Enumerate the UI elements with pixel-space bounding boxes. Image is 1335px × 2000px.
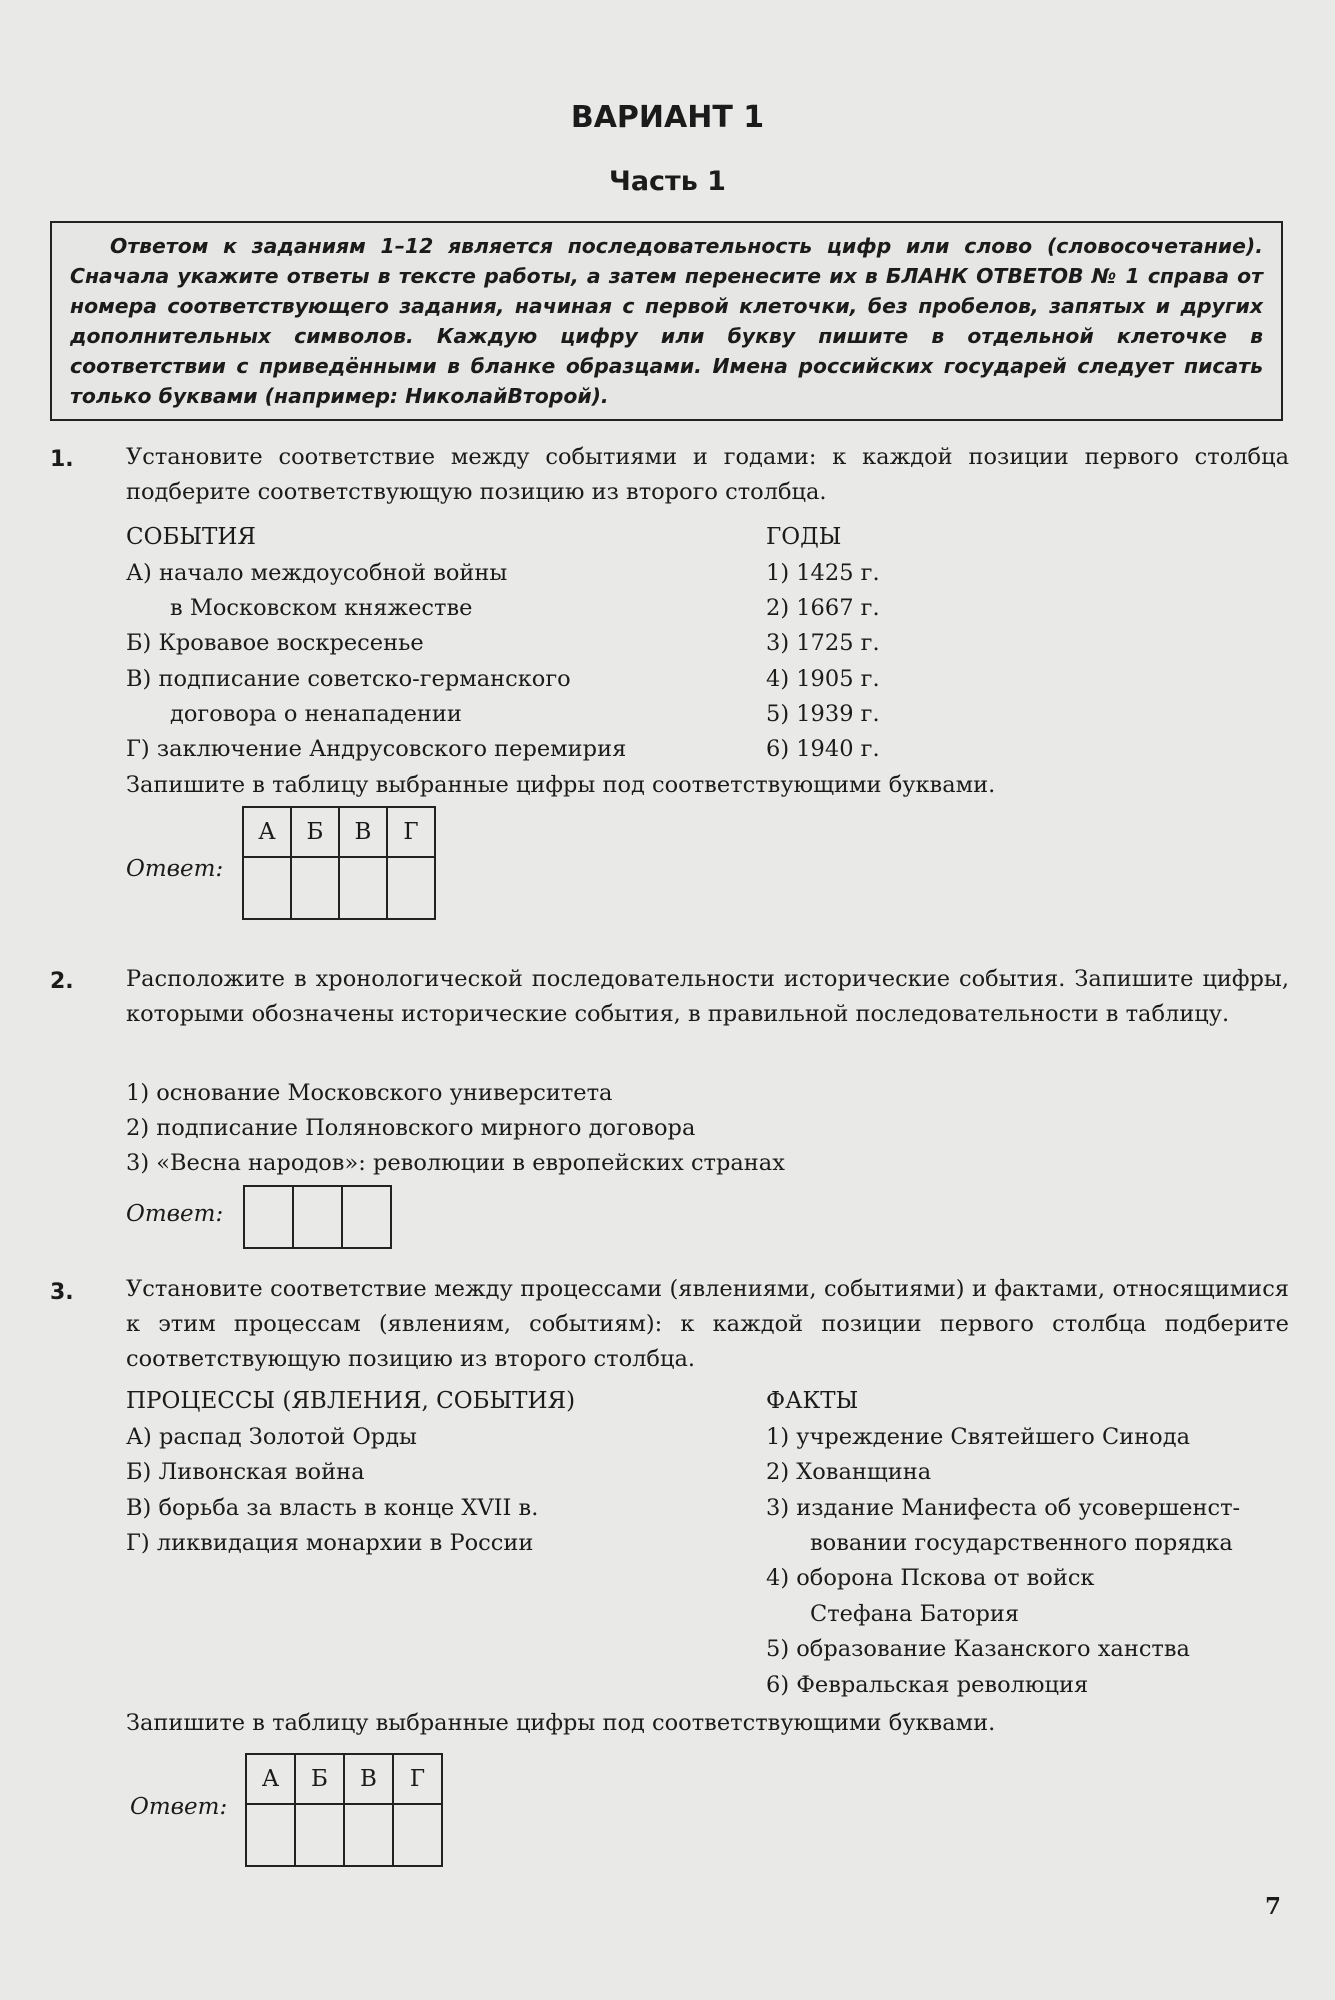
- q3-process-b: Б) Ливонская война: [126, 1459, 365, 1485]
- page-number: 7: [1265, 1893, 1282, 1920]
- question-3-number: 3.: [50, 1280, 74, 1305]
- q1-event-a-line2: в Московском княжестве: [170, 595, 473, 621]
- q3-fact-4-line2: Стефана Батория: [810, 1601, 1020, 1627]
- q1-instruction-footer: Запишите в таблицу выбранные цифры под соответствующими буквами.: [126, 772, 996, 798]
- variant-title: ВАРИАНТ 1: [570, 100, 765, 135]
- question-1-number: 1.: [50, 447, 74, 472]
- q1-answer-cell-v[interactable]: [339, 857, 387, 919]
- q1-answer-label: Ответ:: [126, 856, 224, 882]
- q2-item-1: 1) основание Московского университета: [126, 1080, 613, 1106]
- q1-answer-cell-b[interactable]: [291, 857, 339, 919]
- q1-header-g: Г: [387, 807, 435, 857]
- q3-answer-cell-a[interactable]: [246, 1804, 295, 1866]
- q3-processes-header: ПРОЦЕССЫ (ЯВЛЕНИЯ, СОБЫТИЯ): [126, 1388, 576, 1414]
- q1-event-g: Г) заключение Андрусовского перемирия: [126, 736, 627, 762]
- q1-year-5: 5) 1939 г.: [766, 701, 880, 727]
- q3-process-a: А) распад Золотой Орды: [126, 1424, 417, 1450]
- q2-answer-cell-1[interactable]: [244, 1186, 293, 1248]
- q3-instruction-footer: Запишите в таблицу выбранные цифры под соответствующими буквами.: [126, 1710, 996, 1736]
- q1-event-a-line1: А) начало междоусобной войны: [126, 560, 508, 586]
- q3-answer-label: Ответ:: [130, 1794, 228, 1820]
- q1-events-header: СОБЫТИЯ: [126, 524, 256, 550]
- q3-header-v: В: [344, 1754, 393, 1804]
- q3-fact-3-line1: 3) издание Манифеста об усовершенст-: [766, 1495, 1241, 1521]
- q1-year-6: 6) 1940 г.: [766, 736, 880, 762]
- q3-fact-4-line1: 4) оборона Пскова от войск: [766, 1565, 1095, 1591]
- q3-fact-1: 1) учреждение Святейшего Синода: [766, 1424, 1190, 1450]
- q1-years-header: ГОДЫ: [766, 524, 842, 550]
- q3-fact-6: 6) Февральская революция: [766, 1672, 1089, 1698]
- q2-item-2: 2) подписание Поляновского мирного договора: [126, 1115, 696, 1141]
- q2-answer-cell-3[interactable]: [342, 1186, 391, 1248]
- q1-header-b: Б: [291, 807, 339, 857]
- q1-event-v-line2: договора о ненападении: [170, 701, 462, 727]
- q1-answer-cell-g[interactable]: [387, 857, 435, 919]
- q3-fact-2: 2) Хованщина: [766, 1459, 932, 1485]
- q1-answer-cell-a[interactable]: [243, 857, 291, 919]
- q3-header-g: Г: [393, 1754, 442, 1804]
- q3-fact-5: 5) образование Казанского ханства: [766, 1636, 1190, 1662]
- q1-event-b: Б) Кровавое воскресенье: [126, 630, 424, 656]
- q3-answer-cell-g[interactable]: [393, 1804, 442, 1866]
- q3-header-b: Б: [295, 1754, 344, 1804]
- q3-fact-3-line2: вовании государственного порядка: [810, 1530, 1233, 1556]
- q3-answer-table: [245, 1753, 443, 1867]
- q3-facts-header: ФАКТЫ: [766, 1388, 859, 1414]
- q1-header-a: А: [243, 807, 291, 857]
- question-1-text: Установите соответствие между событиями и годами: к каждой позиции первого столбца подберите соответствующую позицию из второго столбца.: [126, 444, 1289, 505]
- question-2-number: 2.: [50, 969, 74, 994]
- q3-answer-cell-v[interactable]: [344, 1804, 393, 1866]
- q1-event-v-line1: В) подписание советско-германского: [126, 666, 571, 692]
- q2-answer-label: Ответ:: [126, 1201, 224, 1227]
- q1-answer-table: [242, 806, 436, 920]
- question-2-text: Расположите в хронологической последовательности исторические события. Запишите цифры, которыми обозначены исторические события, в правильной последовательности в таблицу.: [126, 966, 1289, 1027]
- q3-process-g: Г) ликвидация монархии в России: [126, 1530, 534, 1556]
- question-3-text: Установите соответствие между процессами (явлениями, событиями) и фактами, относящимися к этим процессам (явлениям, событиям): к каждой позиции первого столбца подберите соответствующую позицию из второго столбца.: [126, 1276, 1289, 1372]
- q1-year-4: 4) 1905 г.: [766, 666, 880, 692]
- q2-answer-cell-2[interactable]: [293, 1186, 342, 1248]
- q2-answer-table: [243, 1185, 392, 1249]
- q3-process-v: В) борьба за власть в конце XVII в.: [126, 1495, 539, 1521]
- q3-answer-cell-b[interactable]: [295, 1804, 344, 1866]
- q1-header-v: В: [339, 807, 387, 857]
- q3-header-a: А: [246, 1754, 295, 1804]
- part-title: Часть 1: [609, 166, 726, 197]
- q1-year-1: 1) 1425 г.: [766, 560, 880, 586]
- instruction-box: Ответом к заданиям 1–12 является последовательность цифр или слово (словосочетание). Сначала укажите ответы в тексте работы, а затем перенесите их в БЛАНК ОТВЕТОВ № 1 справа от номера соответствующего задания, начиная с первой клеточки, без пробелов, запятых и других дополнительных символов. Каждую цифру или букву пишите в отдельной клеточке в соответствии с приведёнными в бланке образцами. Имена российских государей следует писать только буквами (например: НиколайВторой).: [50, 221, 1283, 421]
- q2-item-3: 3) «Весна народов»: революции в европейских странах: [126, 1150, 785, 1176]
- q1-year-3: 3) 1725 г.: [766, 630, 880, 656]
- q1-year-2: 2) 1667 г.: [766, 595, 880, 621]
